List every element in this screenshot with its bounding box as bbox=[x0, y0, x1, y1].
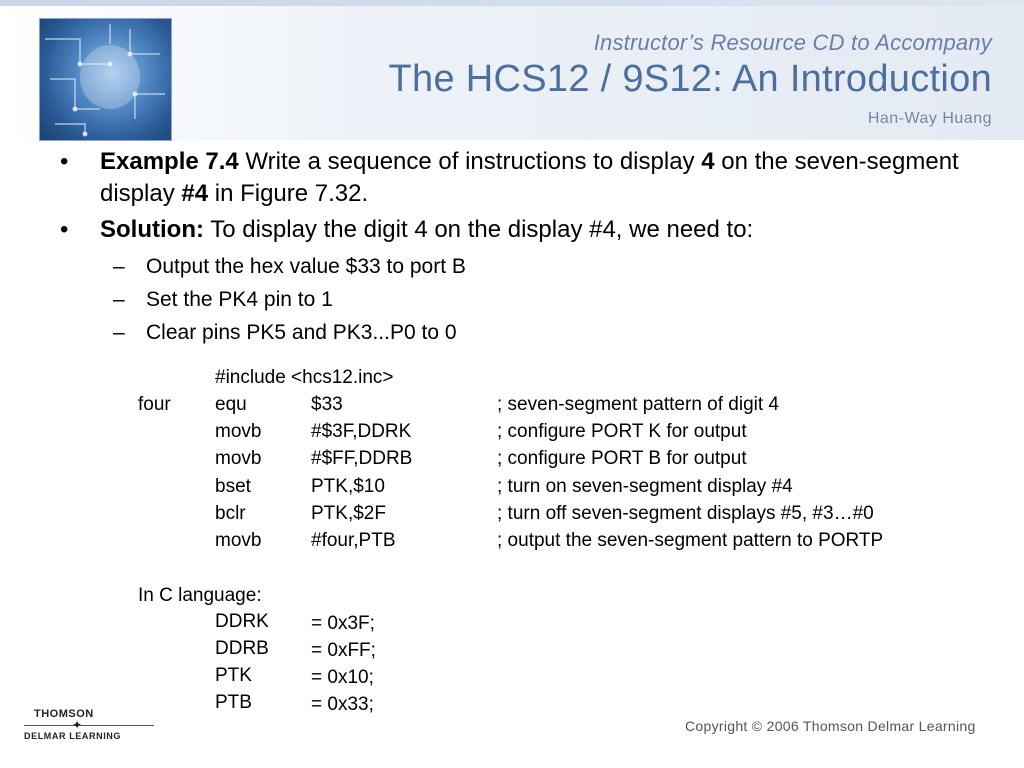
bullet-list bbox=[60, 146, 960, 349]
c-language-heading: In C language: bbox=[138, 585, 262, 606]
code-comment: ; configure PORT K for output bbox=[497, 421, 747, 442]
bullet-marker: • bbox=[60, 148, 69, 175]
code-op: movb bbox=[215, 448, 262, 469]
sub-bullet bbox=[60, 316, 960, 349]
code-comment: ; turn on seven-segment display #4 bbox=[497, 476, 793, 497]
sub-bullet-text: Clear pins PK5 and PK3...P0 to 0 bbox=[146, 321, 457, 344]
code-comment: ; output the seven-segment pattern to PORTP bbox=[497, 530, 884, 551]
circuit-graphic bbox=[40, 19, 171, 140]
bullet-marker: • bbox=[60, 216, 69, 243]
bullet-solution bbox=[60, 214, 960, 246]
example-digit: 4 bbox=[701, 148, 715, 175]
code-arg: PTK,$2F bbox=[311, 503, 386, 524]
dash-marker: – bbox=[113, 255, 125, 278]
dash-marker: – bbox=[113, 288, 125, 311]
c-var-name: DDRB bbox=[215, 638, 269, 659]
c-var-name: DDRK bbox=[215, 611, 269, 632]
solution-label: Solution: bbox=[100, 216, 204, 243]
code-op: movb bbox=[215, 530, 262, 551]
sub-bullet bbox=[60, 250, 960, 283]
publisher-logo bbox=[22, 705, 137, 745]
code-arg: #four,PTB bbox=[311, 530, 396, 551]
banner-top-strip bbox=[0, 0, 1024, 6]
code-arg: #$3F,DDRK bbox=[311, 421, 412, 442]
c-var-name: PTB bbox=[215, 692, 252, 713]
sub-bullet-text: Output the hex value $33 to port B bbox=[146, 255, 466, 278]
code-arg: PTK,$10 bbox=[311, 476, 385, 497]
example-text-1: Write a sequence of instructions to display bbox=[238, 148, 702, 175]
example-text-3: in Figure 7.32. bbox=[208, 180, 369, 207]
code-comment: ; turn off seven-segment displays #5, #3…#0 bbox=[497, 503, 874, 524]
code-op: bclr bbox=[215, 503, 246, 524]
author: Han-Way Huang bbox=[867, 110, 992, 127]
sub-bullet bbox=[60, 283, 960, 316]
code-op: equ bbox=[215, 394, 247, 415]
c-var-value: = 0x3F; bbox=[311, 613, 375, 634]
sub-bullet-text: Set the PK4 pin to 1 bbox=[146, 288, 333, 311]
example-display: #4 bbox=[181, 180, 209, 207]
code-op: movb bbox=[215, 421, 262, 442]
code-arg: #$FF,DDRB bbox=[311, 448, 413, 469]
publisher-name-top: THOMSON bbox=[34, 708, 94, 720]
solution-text: To display the digit 4 on the display #4, we need to: bbox=[203, 216, 754, 243]
logo-rule bbox=[24, 725, 154, 726]
dash-marker: – bbox=[113, 321, 125, 344]
code-comment: ; configure PORT B for output bbox=[497, 448, 747, 469]
star-icon: ✦ bbox=[72, 718, 83, 732]
c-var-value: = 0x33; bbox=[311, 694, 374, 715]
subtitle: Instructor’s Resource CD to Accompany bbox=[593, 30, 992, 55]
code-op: bset bbox=[215, 476, 251, 497]
include-line: #include <hcs12.inc> bbox=[215, 367, 394, 388]
bullet-example bbox=[60, 146, 960, 210]
publisher-name-bottom: DELMAR LEARNING bbox=[24, 731, 121, 741]
code-arg: $33 bbox=[311, 394, 343, 415]
code-comment: ; seven-segment pattern of digit 4 bbox=[497, 394, 779, 415]
copyright-notice: Copyright © 2006 Thomson Delmar Learning bbox=[685, 718, 976, 734]
header-banner bbox=[0, 0, 1024, 140]
page-title: The HCS12 / 9S12: An Introduction bbox=[388, 58, 992, 100]
c-var-value: = 0xFF; bbox=[311, 640, 376, 661]
c-var-name: PTK bbox=[215, 665, 252, 686]
c-var-value: = 0x10; bbox=[311, 667, 374, 688]
example-text-2: on the seven-segment display bbox=[100, 148, 959, 207]
example-label: Example 7.4 bbox=[100, 148, 239, 175]
globe-circuit-logo bbox=[39, 18, 172, 141]
code-label: four bbox=[138, 394, 171, 415]
